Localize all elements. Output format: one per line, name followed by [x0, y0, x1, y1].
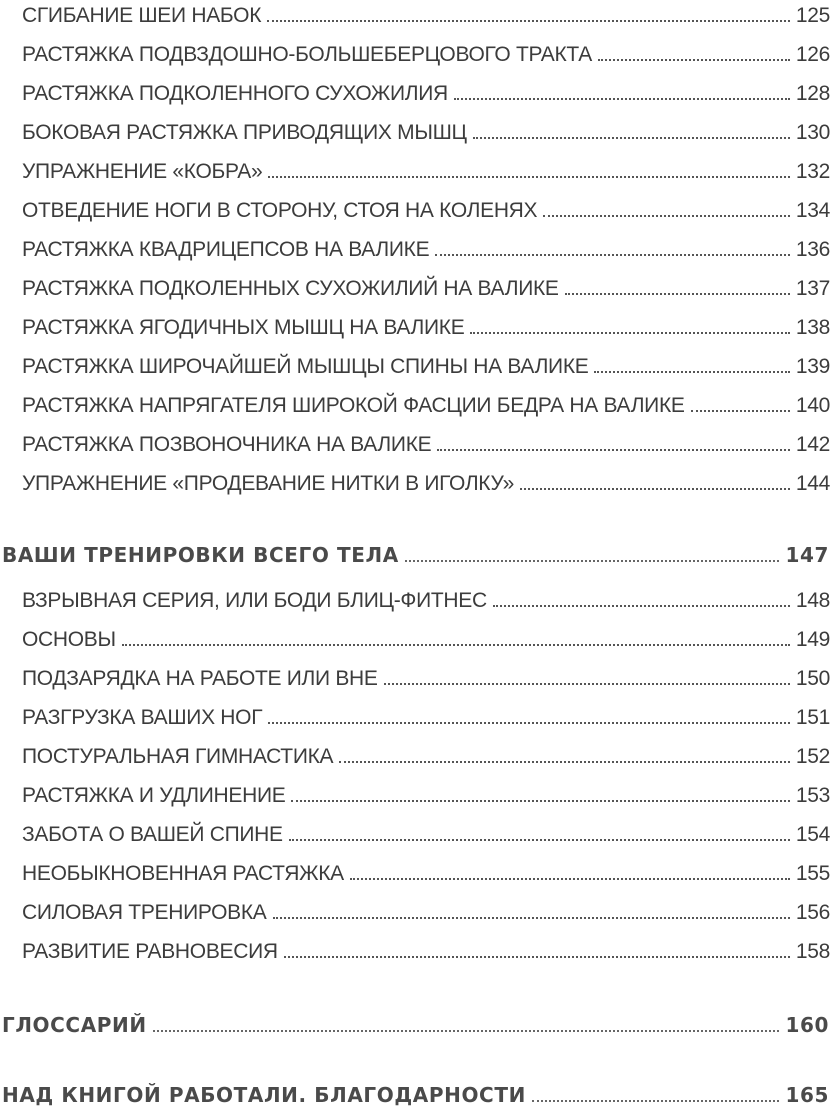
- dot-leader: [598, 59, 790, 61]
- toc-entry-title: БОКОВАЯ РАСТЯЖКА ПРИВОДЯЩИХ МЫШЦ: [22, 121, 467, 144]
- toc-entry[interactable]: [0, 70, 831, 106]
- toc-entry-page: 155: [795, 862, 830, 885]
- toc-entry-title: РАСТЯЖКА ПОДКОЛЕННЫХ СУХОЖИЛИЙ НА ВАЛИКЕ: [22, 277, 559, 300]
- toc-entry[interactable]: [0, 850, 831, 886]
- toc-entry-page: 137: [795, 277, 830, 300]
- dot-leader: [289, 839, 790, 841]
- toc-entry[interactable]: [0, 889, 831, 925]
- toc-entry-page: 153: [795, 784, 830, 807]
- toc-section-page: 147: [785, 543, 829, 567]
- toc-entry[interactable]: [0, 733, 831, 769]
- dot-leader: [435, 254, 790, 256]
- toc-entry-title: РАЗВИТИЕ РАВНОВЕСИЯ: [22, 940, 278, 963]
- dot-leader: [691, 410, 790, 412]
- toc-entry-page: 149: [795, 628, 830, 651]
- dot-leader: [273, 917, 790, 919]
- toc-section-workouts[interactable]: [0, 531, 831, 567]
- toc-entry[interactable]: [0, 811, 831, 847]
- dot-leader: [473, 137, 790, 139]
- dot-leader: [384, 683, 790, 685]
- toc-entry[interactable]: [0, 772, 831, 808]
- dot-leader: [470, 332, 789, 334]
- toc-entry-title: РАЗГРУЗКА ВАШИХ НОГ: [22, 706, 263, 729]
- toc-entry-page: 139: [795, 355, 830, 378]
- toc-section-page: 165: [785, 1083, 829, 1107]
- dot-leader: [350, 878, 790, 880]
- toc-entry[interactable]: [0, 577, 831, 613]
- dot-leader: [291, 800, 789, 802]
- toc-entry-page: 134: [795, 199, 830, 222]
- toc-entry[interactable]: [0, 655, 831, 691]
- toc-entry-page: 144: [795, 472, 830, 495]
- toc-entry-title: РАСТЯЖКА КВАДРИЦЕПСОВ НА ВАЛИКЕ: [22, 238, 430, 261]
- toc-entry[interactable]: [0, 187, 831, 223]
- toc-entry[interactable]: [0, 226, 831, 262]
- toc-entry-title: СИЛОВАЯ ТРЕНИРОВКА: [22, 901, 267, 924]
- toc-section-page: 160: [785, 1013, 829, 1037]
- toc-entry-title: РАСТЯЖКА ПОДКОЛЕННОГО СУХОЖИЛИЯ: [22, 82, 448, 105]
- toc-entry[interactable]: [0, 148, 831, 184]
- toc-entry[interactable]: [0, 616, 831, 652]
- toc-entry-page: 156: [795, 901, 830, 924]
- toc-entry[interactable]: [0, 304, 831, 340]
- toc-entry[interactable]: [0, 343, 831, 379]
- toc-entry[interactable]: [0, 0, 831, 28]
- dot-leader: [268, 176, 789, 178]
- dot-leader: [437, 449, 790, 451]
- toc-entry-title: ЗАБОТА О ВАШЕЙ СПИНЕ: [22, 823, 283, 846]
- toc-entry[interactable]: [0, 31, 831, 67]
- dot-leader: [520, 488, 790, 490]
- toc-entry-page: 154: [795, 823, 830, 846]
- toc-entry[interactable]: [0, 109, 831, 145]
- dot-leader: [532, 1100, 780, 1102]
- toc-entry-title: РАСТЯЖКА НАПРЯГАТЕЛЯ ШИРОКОЙ ФАСЦИИ БЕДРА НА ВАЛИКЕ: [22, 394, 685, 417]
- dot-leader: [454, 98, 790, 100]
- toc-entry-title: РАСТЯЖКА ПОЗВОНОЧНИКА НА ВАЛИКЕ: [22, 433, 432, 456]
- toc-entry-page: 136: [795, 238, 830, 261]
- toc-entry-title: СГИБАНИЕ ШЕИ НАБОК: [22, 4, 262, 27]
- toc-entry[interactable]: [0, 460, 831, 496]
- toc-entry-page: 125: [795, 4, 830, 27]
- toc-entry-page: 150: [795, 667, 830, 690]
- toc-entry-page: 158: [795, 940, 830, 963]
- toc-entry[interactable]: [0, 421, 831, 457]
- dot-leader: [268, 722, 790, 724]
- toc-entry-page: 151: [795, 706, 830, 729]
- dot-leader: [594, 371, 789, 373]
- toc-entry-page: 152: [795, 745, 830, 768]
- toc-entry-page: 132: [795, 160, 830, 183]
- toc-entry[interactable]: [0, 382, 831, 418]
- toc-entry-page: 128: [795, 82, 830, 105]
- dot-leader: [267, 20, 790, 22]
- dot-leader: [153, 1030, 780, 1032]
- toc-entry-page: 138: [795, 316, 830, 339]
- toc-entry-title: ВЗРЫВНАЯ СЕРИЯ, ИЛИ БОДИ БЛИЦ-ФИТНЕС: [22, 589, 487, 612]
- toc-entry[interactable]: [0, 265, 831, 301]
- toc-entry-title: ОСНОВЫ: [22, 628, 116, 651]
- toc-entry-page: 126: [795, 43, 830, 66]
- dot-leader: [284, 956, 790, 958]
- toc-entry[interactable]: [0, 928, 831, 964]
- dot-leader: [339, 761, 790, 763]
- dot-leader: [543, 215, 790, 217]
- toc-section-title: ГЛОССАРИЙ: [2, 1013, 147, 1037]
- toc-entry-page: 140: [795, 394, 830, 417]
- dot-leader: [493, 605, 790, 607]
- toc-entry-title: УПРАЖНЕНИЕ «КОБРА»: [22, 160, 263, 183]
- toc-entry-page: 142: [795, 433, 830, 456]
- toc-entry-title: РАСТЯЖКА ЯГОДИЧНЫХ МЫШЦ НА ВАЛИКЕ: [22, 316, 465, 339]
- toc-entry-title: РАСТЯЖКА ШИРОЧАЙШЕЙ МЫШЦЫ СПИНЫ НА ВАЛИКЕ: [22, 355, 589, 378]
- dot-leader: [565, 293, 790, 295]
- toc-entry-title: ПОСТУРАЛЬНАЯ ГИМНАСТИКА: [22, 745, 334, 768]
- toc-section-glossary[interactable]: [0, 1001, 831, 1037]
- toc-entry-title: НЕОБЫКНОВЕННАЯ РАСТЯЖКА: [22, 862, 344, 885]
- toc-entry-title: РАСТЯЖКА ПОДВЗДОШНО-БОЛЬШЕБЕРЦОВОГО ТРАКТА: [22, 43, 592, 66]
- dot-leader: [122, 644, 790, 646]
- toc-entry-page: 148: [795, 589, 830, 612]
- toc-section-credits[interactable]: [0, 1071, 831, 1107]
- toc-section-title: ВАШИ ТРЕНИРОВКИ ВСЕГО ТЕЛА: [2, 543, 399, 567]
- dot-leader: [405, 560, 780, 562]
- toc-entry-title: УПРАЖНЕНИЕ «ПРОДЕВАНИЕ НИТКИ В ИГОЛКУ»: [22, 472, 514, 495]
- toc-section-title: НАД КНИГОЙ РАБОТАЛИ. БЛАГОДАРНОСТИ: [2, 1083, 526, 1107]
- toc-entry[interactable]: [0, 694, 831, 730]
- toc-entry-title: РАСТЯЖКА И УДЛИНЕНИЕ: [22, 784, 286, 807]
- toc-entry-title: ПОДЗАРЯДКА НА РАБОТЕ ИЛИ ВНЕ: [22, 667, 378, 690]
- toc-entry-page: 130: [795, 121, 830, 144]
- toc-entry-title: ОТВЕДЕНИЕ НОГИ В СТОРОНУ, СТОЯ НА КОЛЕНЯХ: [22, 199, 538, 222]
